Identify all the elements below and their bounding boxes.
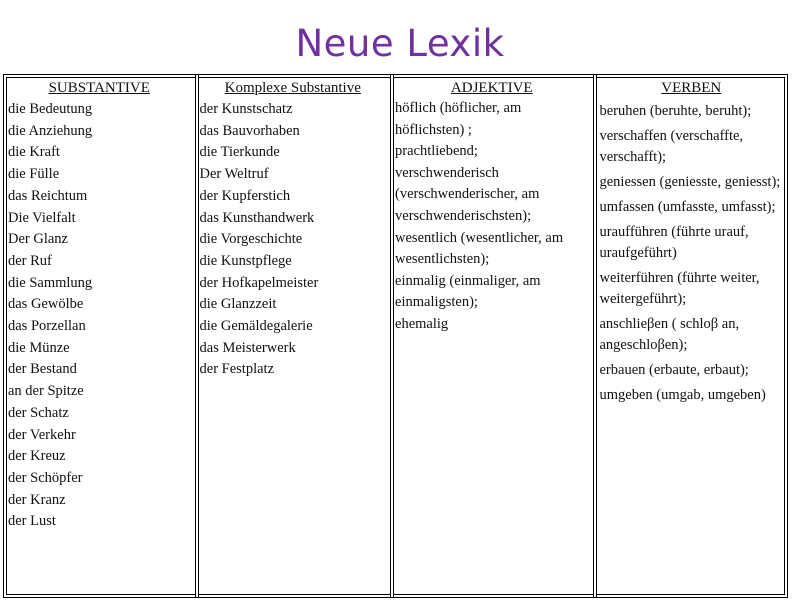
list-item: höflich (höflicher, am höflichsten) ; — [395, 100, 522, 138]
list-item: erbauen (erbaute, erbaut); — [599, 362, 749, 378]
list-item: weiterführen (führte weiter, weitergeführt); — [599, 270, 760, 307]
list-item: die Münze — [8, 339, 70, 356]
list-item: wesentlich (wesentlicher, am wesentlichsten); — [395, 229, 564, 268]
column-substantive — [4, 75, 196, 597]
list-item: das Gewölbe — [8, 296, 84, 313]
list-item: die Kunstpflege — [199, 252, 292, 269]
list-item: verschwenderisch (verschwenderischer, am verschwenderischsten); — [395, 164, 540, 224]
page-title: Neue Lexik — [295, 22, 505, 65]
list-item: Der Glanz — [8, 231, 68, 248]
column-header: VERBEN — [661, 80, 722, 96]
list-item: das Bauvorhaben — [199, 122, 300, 139]
list-item: anschlieβen ( schloβ an, angeschloβen); — [599, 316, 740, 353]
list-item: die Fülle — [8, 166, 60, 183]
list-item: die Kraft — [8, 144, 60, 161]
vocabulary-table — [3, 74, 788, 598]
list-item: der Verkehr — [8, 426, 76, 443]
list-item: verschaffen (verschaffte, verschafft); — [599, 128, 744, 165]
column-verben — [594, 75, 788, 597]
column-header: ADJEKTIVE — [450, 80, 533, 96]
list-item: ehemalig — [395, 315, 449, 332]
list-item: das Kunsthandwerk — [199, 209, 315, 226]
list-item: uraufführen (führte urauf, uraufgeführt) — [599, 224, 749, 261]
list-item: der Ruf — [8, 252, 52, 269]
list-item: die Tierkunde — [199, 144, 280, 161]
list-item: Der Weltruf — [199, 166, 269, 183]
list-item: der Bestand — [8, 361, 77, 378]
list-item: das Reichtum — [8, 187, 88, 204]
list-item: der Festplatz — [199, 361, 275, 378]
list-item: Die Vielfalt — [8, 209, 76, 226]
list-item: der Kupferstich — [199, 187, 291, 204]
column-header: SUBSTANTIVE — [48, 80, 150, 96]
column-komplexe-substantive — [196, 75, 392, 597]
list-item: an der Spitze — [8, 383, 84, 400]
list-item: umfassen (umfasste, umfasst); — [599, 199, 776, 215]
list-item: die Anziehung — [8, 122, 93, 139]
list-item: beruhen (beruhte, beruht); — [599, 103, 752, 119]
list-item: der Hofkapelmeister — [199, 274, 319, 291]
list-item: der Kunstschatz — [199, 101, 293, 117]
list-item: das Porzellan — [8, 318, 86, 335]
list-item: der Schöpfer — [8, 469, 83, 486]
list-item: geniessen (geniesste, geniesst); — [599, 174, 781, 190]
list-item: das Meisterwerk — [199, 339, 296, 356]
list-item: der Kreuz — [8, 448, 66, 465]
list-item: der Lust — [8, 513, 56, 530]
list-item: umgeben (umgab, umgeben) — [599, 387, 766, 403]
list-item: die Gemäldegalerie — [199, 318, 313, 335]
column-adjektive — [391, 75, 593, 597]
list-item: prachtliebend; — [395, 143, 478, 160]
list-item: der Kranz — [8, 491, 66, 508]
column-header: Komplexe Substantive — [224, 80, 361, 96]
list-item: die Vorgeschichte — [199, 231, 303, 248]
list-item: die Bedeutung — [8, 101, 93, 117]
list-item: die Glanzzeit — [199, 296, 277, 313]
list-item: der Schatz — [8, 404, 69, 421]
list-item: einmalig (einmaliger, am einmaligsten); — [395, 272, 541, 311]
list-item: die Sammlung — [8, 274, 93, 291]
